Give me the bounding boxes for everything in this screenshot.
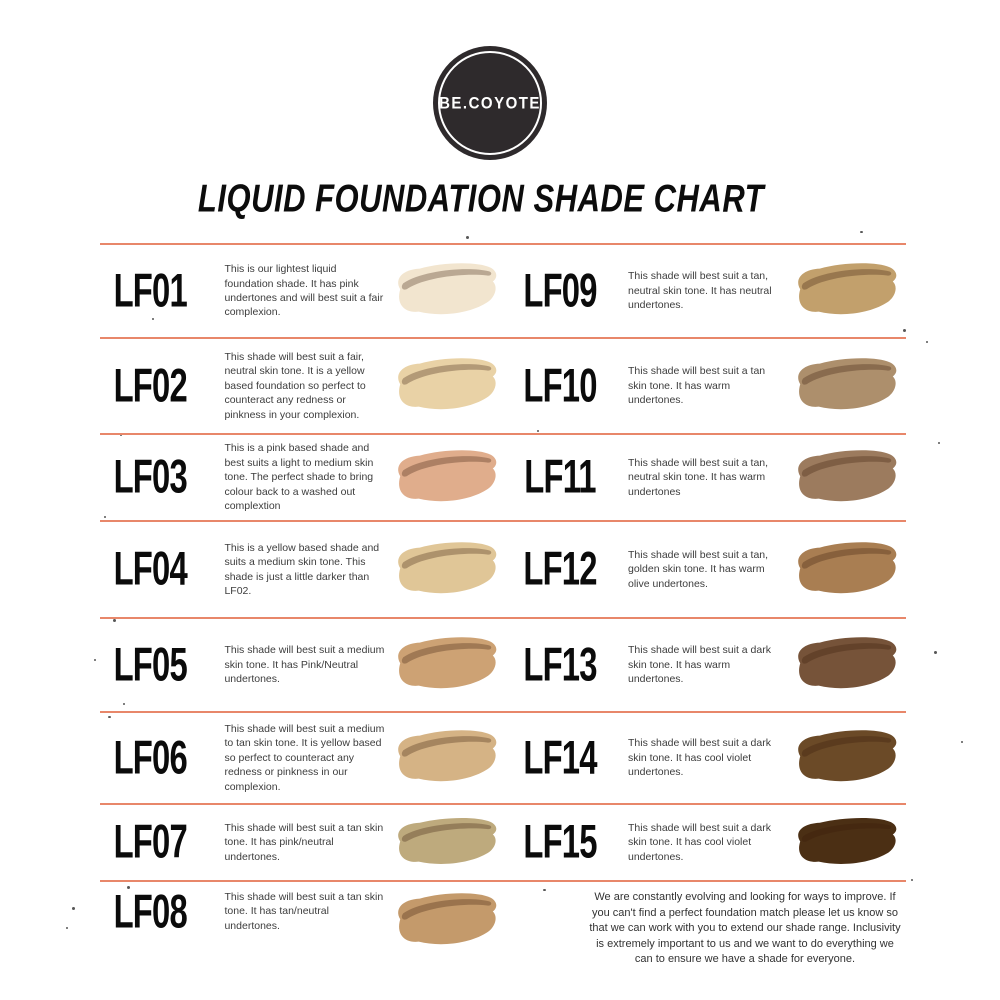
shade-code: LF11 xyxy=(524,450,596,503)
shade-description: This is a pink based shade and best suits a light to medium skin tone. The perfect shade to bring colour back to a washed out complextion xyxy=(224,442,374,513)
foundation-swatch xyxy=(792,727,900,789)
table-row xyxy=(100,520,906,617)
shade-description: This shade will best suit a tan, neutral skin tone. It has neutral undertones. xyxy=(628,270,772,312)
speckle xyxy=(961,741,963,743)
shade-cell-lf03 xyxy=(100,435,500,520)
shade-description: This shade will best suit a dark skin tone. It has warm undertones. xyxy=(628,644,771,686)
shade-code: LF07 xyxy=(113,815,187,868)
speckle xyxy=(72,907,75,910)
shade-code: LF12 xyxy=(523,542,597,595)
shade-description: This shade will best suit a medium to tan skin tone. It is yellow based so perfect to counteract any redness or pinkness in our complexion. xyxy=(224,722,385,793)
foundation-swatch xyxy=(792,539,900,601)
shade-description: This shade will best suit a dark skin tone. It has cool violet undertones. xyxy=(628,737,771,779)
foundation-swatch xyxy=(792,447,900,509)
shade-cell-lf15 xyxy=(500,805,906,880)
foundation-swatch xyxy=(392,815,500,871)
shade-description: This shade will best suit a tan skin tone. It has tan/neutral undertones. xyxy=(224,891,384,932)
shade-description: This shade will best suit a tan, golden skin tone. It has warm olive undertones. xyxy=(628,548,769,590)
speckle xyxy=(66,927,68,929)
foundation-swatch xyxy=(392,260,500,322)
table-row xyxy=(100,433,906,520)
speckle xyxy=(466,236,469,239)
shade-description: This is a yellow based shade and suits a medium skin tone. This shade is just a little darker than LF02. xyxy=(224,541,380,597)
shade-cell-lf10 xyxy=(500,339,906,433)
foundation-swatch xyxy=(792,634,900,696)
shade-table xyxy=(100,243,906,998)
shade-cell-lf04 xyxy=(100,522,500,617)
shade-cell-lf02 xyxy=(100,339,500,433)
shade-cell-lf07 xyxy=(100,805,500,880)
table-row xyxy=(100,711,906,803)
shade-code: LF09 xyxy=(523,264,597,317)
foundation-swatch xyxy=(792,815,900,871)
brand-name: BE.COYOTE xyxy=(439,93,541,113)
shade-description: This shade will best suit a tan skin tone. It has warm undertones. xyxy=(628,365,766,407)
inclusivity-note-cell xyxy=(500,882,906,998)
shade-code: LF06 xyxy=(113,731,187,784)
shade-code: LF14 xyxy=(523,731,597,784)
shade-code: LF15 xyxy=(523,815,597,868)
inclusivity-note: We are constantly evolving and looking for ways to improve. If you can't find a perfect foundation match please let us know so that we can work with you to extend our shade range. Inclusivity is extremely important to us and we want to do everything we can to ensure we have a shade for everyone. xyxy=(589,891,901,966)
foundation-swatch xyxy=(392,727,500,789)
shade-cell-lf09 xyxy=(500,245,906,337)
table-row xyxy=(100,337,906,433)
shade-code: LF01 xyxy=(113,264,187,317)
shade-description: This shade will best suit a tan skin tone. It has pink/neutral undertones. xyxy=(224,821,384,863)
speckle xyxy=(911,879,913,881)
foundation-swatch xyxy=(392,447,500,509)
shade-description: This shade will best suit a tan, neutral skin tone. It has warm undertones xyxy=(628,456,769,498)
shade-description: This is our lightest liquid foundation shade. It has pink undertones and will best suit a fair complexion. xyxy=(224,263,384,319)
shade-description: This shade will best suit a dark skin tone. It has cool violet undertones. xyxy=(628,821,771,863)
shade-code: LF13 xyxy=(523,638,597,691)
shade-cell-lf13 xyxy=(500,619,906,711)
shade-cell-lf12 xyxy=(500,522,906,617)
shade-description: This shade will best suit a medium skin tone. It has Pink/Neutral undertones. xyxy=(224,644,385,686)
foundation-swatch xyxy=(792,260,900,322)
shade-description: This shade will best suit a fair, neutral skin tone. It is a yellow based foundation so perfect to counteract any redness or pinkness in your complexion. xyxy=(224,350,366,421)
foundation-swatch xyxy=(392,890,500,952)
foundation-swatch xyxy=(392,634,500,696)
page-title xyxy=(0,176,962,221)
speckle xyxy=(926,341,928,343)
logo-circle xyxy=(433,46,547,160)
shade-code: LF05 xyxy=(113,638,187,691)
speckle xyxy=(934,651,937,654)
foundation-swatch xyxy=(392,355,500,417)
shade-cell-lf06 xyxy=(100,713,500,803)
table-row xyxy=(100,617,906,711)
table-row xyxy=(100,243,906,337)
shade-code: LF02 xyxy=(113,359,187,412)
shade-code: LF08 xyxy=(113,885,187,938)
table-row xyxy=(100,880,906,998)
shade-cell-lf14 xyxy=(500,713,906,803)
foundation-swatch xyxy=(792,355,900,417)
page-title-text: LIQUID FOUNDATION SHADE CHART xyxy=(197,176,765,221)
speckle xyxy=(860,231,863,233)
table-row xyxy=(100,803,906,880)
shade-cell-lf01 xyxy=(100,245,500,337)
brand-logo xyxy=(0,46,980,160)
shade-code: LF04 xyxy=(113,542,187,595)
speckle xyxy=(938,442,940,444)
foundation-swatch xyxy=(392,539,500,601)
shade-code: LF10 xyxy=(523,359,597,412)
speckle xyxy=(94,659,96,661)
shade-cell-lf11 xyxy=(500,435,906,520)
shade-cell-lf05 xyxy=(100,619,500,711)
shade-code: LF03 xyxy=(113,450,187,503)
shade-cell-lf08 xyxy=(100,882,500,998)
